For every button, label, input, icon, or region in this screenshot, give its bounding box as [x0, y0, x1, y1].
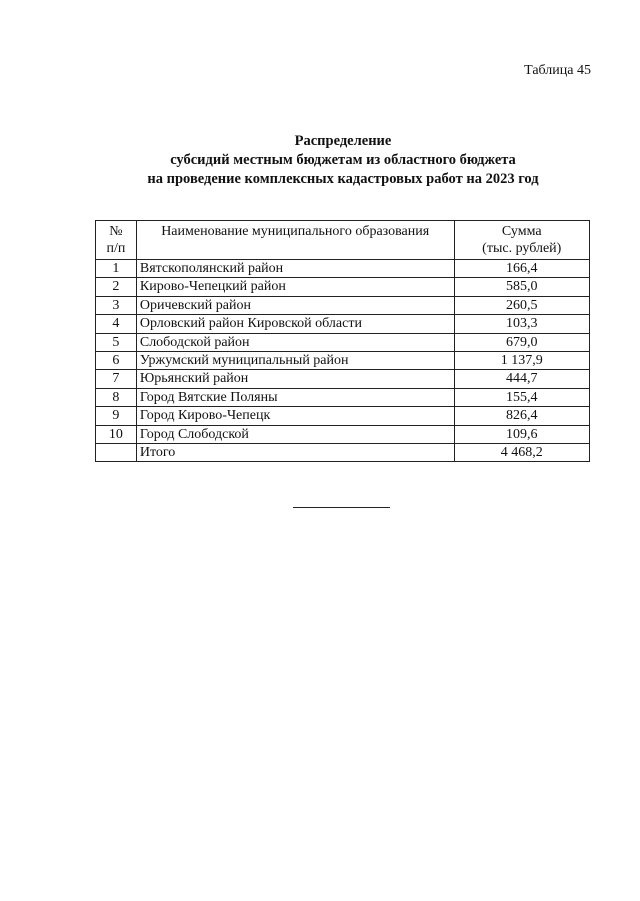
table-row	[96, 388, 590, 406]
row-number: 3	[96, 296, 137, 314]
table-row	[96, 315, 590, 333]
title-line-2: субсидий местным бюджетам из областного бюджета	[170, 152, 516, 168]
row-number: 5	[96, 333, 137, 351]
table-body	[96, 260, 590, 462]
title-line-1: Распределение	[294, 133, 392, 149]
header-sum-line1: Сумма	[501, 224, 542, 239]
header-num-line2: п/п	[106, 241, 126, 256]
row-name: Слободской район	[136, 333, 454, 351]
row-name: Вятскополянский район	[136, 260, 454, 278]
table-row	[96, 260, 590, 278]
row-sum: 444,7	[454, 370, 589, 388]
row-sum: 166,4	[454, 260, 589, 278]
row-name: Орловский район Кировской области	[136, 315, 454, 333]
header-num	[96, 221, 137, 260]
table-total-row	[96, 444, 590, 462]
row-number: 4	[96, 315, 137, 333]
header-sum	[454, 221, 589, 260]
header-num-line1: №	[109, 224, 123, 239]
table-number-label: Таблица 45	[524, 63, 591, 78]
row-sum: 826,4	[454, 407, 589, 425]
table-row	[96, 352, 590, 370]
table-row	[96, 425, 590, 443]
row-number	[96, 444, 137, 462]
table-row	[96, 407, 590, 425]
title-line-3: на проведение комплексных кадастровых работ на 2023 год	[147, 171, 539, 187]
row-number: 6	[96, 352, 137, 370]
row-sum: 260,5	[454, 296, 589, 314]
header-name: Наименование муниципального образования	[136, 221, 454, 260]
row-name: Город Вятские Поляны	[136, 388, 454, 406]
row-name: Город Кирово-Чепецк	[136, 407, 454, 425]
table-row	[96, 296, 590, 314]
row-name: Кирово-Чепецкий район	[136, 278, 454, 296]
table-row	[96, 370, 590, 388]
row-number: 2	[96, 278, 137, 296]
row-name: Уржумский муниципальный район	[136, 352, 454, 370]
table-header-row	[96, 221, 590, 260]
row-name: Юрьянский район	[136, 370, 454, 388]
row-number: 9	[96, 407, 137, 425]
header-sum-line2: (тыс. рублей)	[482, 241, 562, 256]
subsidy-table	[95, 220, 590, 462]
row-sum: 103,3	[454, 315, 589, 333]
document-title	[0, 132, 640, 189]
row-sum: 1 137,9	[454, 352, 589, 370]
row-sum: 155,4	[454, 388, 589, 406]
row-name: Итого	[136, 444, 454, 462]
row-name: Оричевский район	[136, 296, 454, 314]
row-number: 10	[96, 425, 137, 443]
closing-divider	[293, 507, 390, 508]
row-number: 1	[96, 260, 137, 278]
row-name: Город Слободской	[136, 425, 454, 443]
row-sum: 109,6	[454, 425, 589, 443]
row-sum: 679,0	[454, 333, 589, 351]
row-sum: 585,0	[454, 278, 589, 296]
row-sum: 4 468,2	[454, 444, 589, 462]
table-row	[96, 333, 590, 351]
row-number: 7	[96, 370, 137, 388]
table-row	[96, 278, 590, 296]
row-number: 8	[96, 388, 137, 406]
